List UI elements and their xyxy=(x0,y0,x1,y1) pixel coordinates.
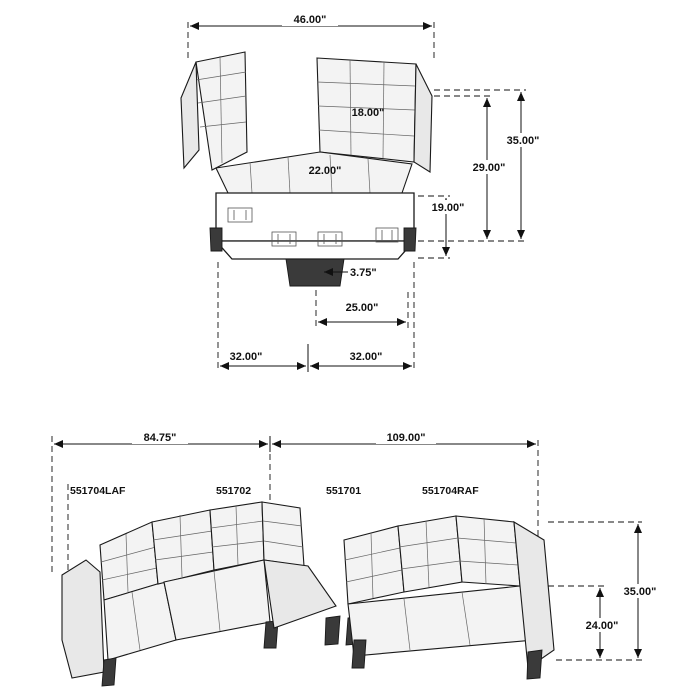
corner-leg xyxy=(325,616,340,645)
dim-bottom-height-35 xyxy=(613,524,667,658)
corner-leg-left xyxy=(210,228,222,251)
dim-label-seat-height: 19.00" xyxy=(431,202,465,214)
corner-back-cushion xyxy=(262,502,304,566)
dim-label-back-height: 18.00" xyxy=(351,107,385,119)
dim-seat-depth-22 xyxy=(309,165,342,177)
raf-back-cushion-3 xyxy=(456,516,520,586)
corner-left-arm xyxy=(181,62,199,168)
raf-leg-back xyxy=(527,650,542,679)
corner-seat-bottom xyxy=(264,560,336,628)
dim-label-arm-height: 29.00" xyxy=(472,162,506,174)
dim-label-overall-height: 35.00" xyxy=(506,135,540,147)
raf-back-cushion-2 xyxy=(398,516,462,592)
dim-label-bottom-height: 35.00" xyxy=(623,586,657,598)
part-code-laf: 551704LAF xyxy=(70,485,126,497)
unit-551704RAF xyxy=(344,516,554,679)
dim-label-left-width: 32.00" xyxy=(229,351,263,363)
corner-leg-right xyxy=(404,228,416,251)
dim-right-width-32 xyxy=(310,351,412,370)
unit-551701 xyxy=(262,502,360,645)
dim-label-right-width: 32.00" xyxy=(349,351,383,363)
bottom-view-group xyxy=(52,430,667,686)
dim-right-section-109 xyxy=(272,430,536,448)
dim-label-overall-width: 46.00" xyxy=(293,14,327,26)
dim-overall-width-46 xyxy=(190,12,432,30)
part-code-raf: 551704RAF xyxy=(422,485,479,497)
dim-label-right-section: 109.00" xyxy=(386,432,426,444)
dim-bottom-arm-height-24 xyxy=(575,588,629,658)
dim-label-seat-depth: 22.00" xyxy=(308,165,342,177)
corner-right-arm xyxy=(414,64,432,172)
laf-arm xyxy=(62,560,104,678)
dim-left-width-32 xyxy=(220,351,306,370)
raf-back-cushion-1 xyxy=(344,526,404,604)
dim-arm-height-29 xyxy=(463,98,515,239)
dim-label-leg-height: 3.75" xyxy=(350,267,377,279)
dim-label-base-width: 25.00" xyxy=(345,302,379,314)
dim-label-left-section: 84.75" xyxy=(143,432,177,444)
dim-base-width-25 xyxy=(318,300,406,326)
corner-base-frame xyxy=(216,193,414,259)
corner-back-cushion-left xyxy=(196,52,247,170)
raf-leg-front xyxy=(352,640,366,668)
top-view-group xyxy=(181,12,549,372)
dim-back-height-18 xyxy=(352,107,385,119)
part-code-armless: 551702 xyxy=(216,485,252,497)
dim-left-section-8475 xyxy=(54,430,268,448)
dim-seat-height-19 xyxy=(422,198,474,256)
part-code-corner: 551701 xyxy=(326,485,362,497)
dim-label-bottom-arm-height: 24.00" xyxy=(585,620,619,632)
laf-leg-front xyxy=(102,658,116,686)
